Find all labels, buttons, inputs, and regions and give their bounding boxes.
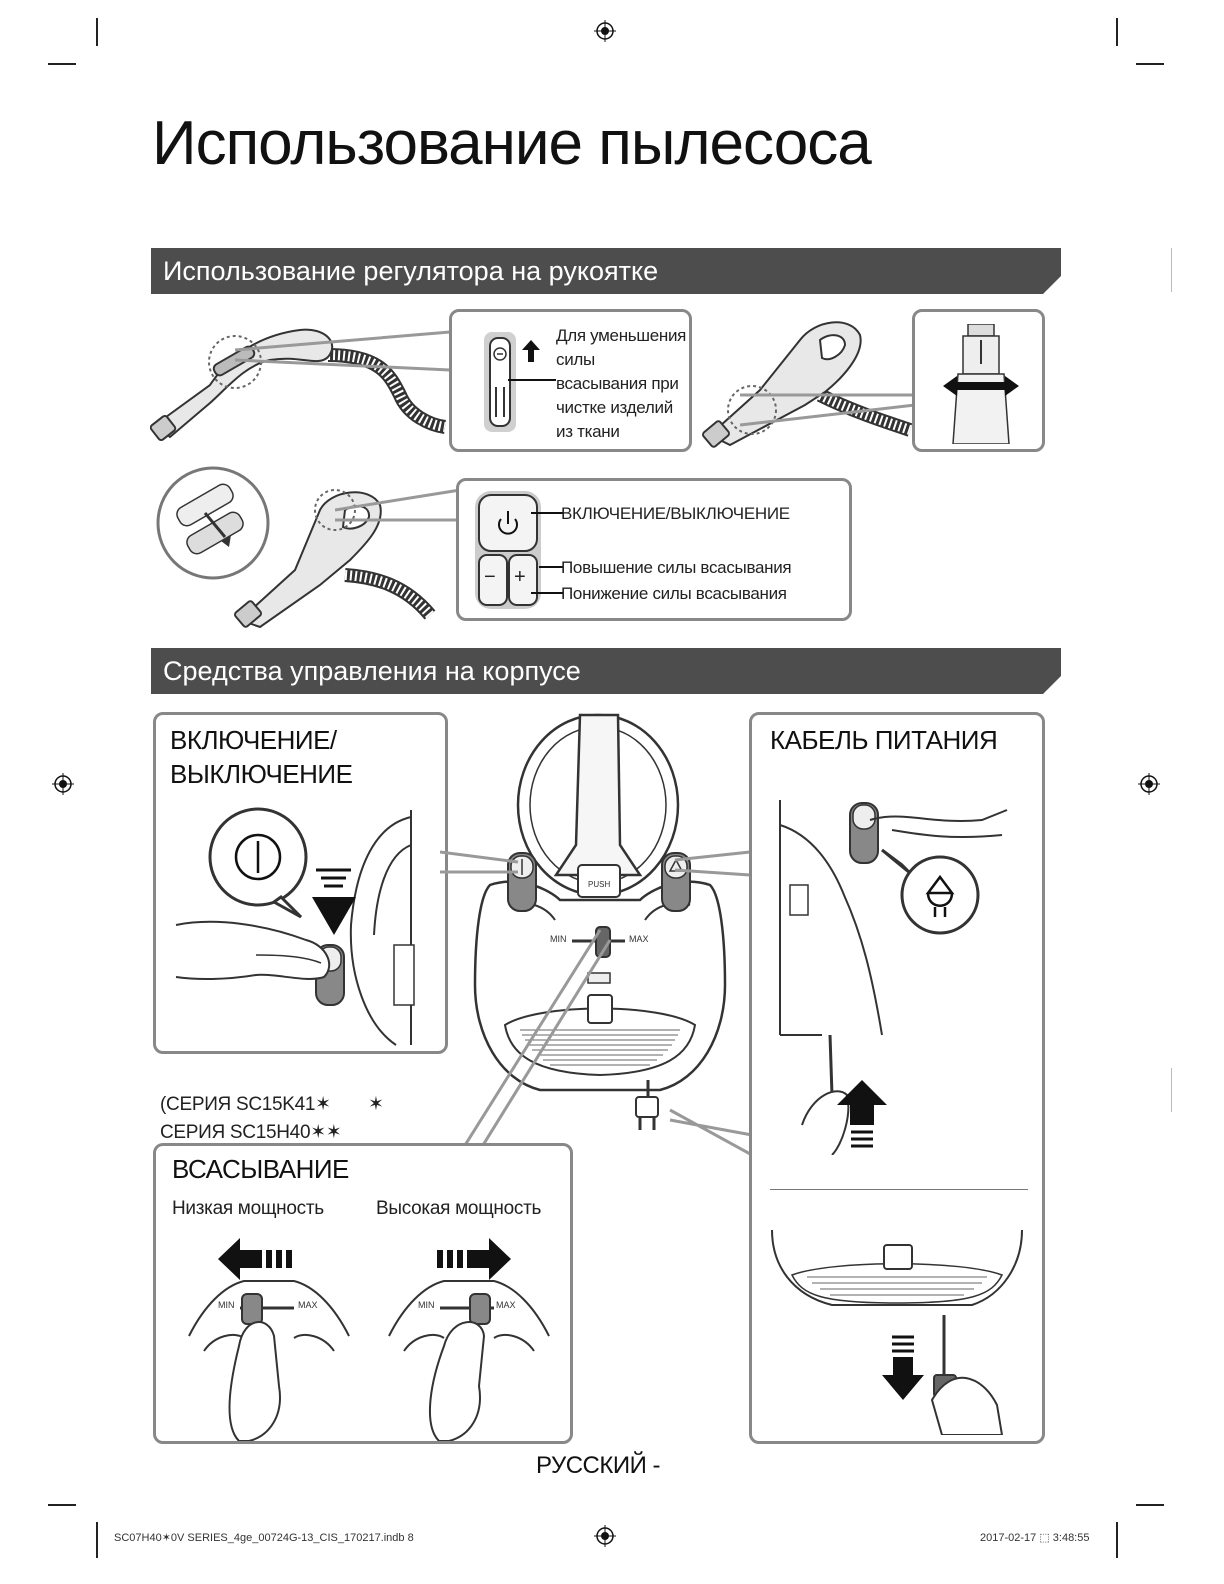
max-label-low: MAX: [298, 1300, 318, 1310]
power-button-label: ВКЛЮЧЕНИЕ/ВЫКЛЮЧЕНИЕ: [561, 504, 790, 523]
pointer-lines: [519, 511, 564, 601]
crop-mark: [48, 63, 76, 65]
suction-low-illustration: [184, 1276, 354, 1441]
crop-mark: [1136, 1504, 1164, 1506]
crop-mark: [1136, 63, 1164, 65]
plus-button-symbol: +: [514, 566, 526, 588]
power-on-off-illustration: [156, 805, 448, 1054]
page-language: РУССКИЙ -: [536, 1452, 661, 1479]
divider: [770, 1189, 1028, 1190]
handle-slider-icon: [484, 332, 516, 432]
slider-label-line: чистке изделий: [556, 398, 673, 417]
crop-mark: [1116, 1522, 1118, 1558]
power-cable-box: [749, 712, 1045, 1444]
section-heading-handle: [151, 248, 1061, 294]
print-file-info: SC07H40✶0V SERIES_4ge_00724G-13_CIS_170217.indb 8: [114, 1532, 414, 1544]
slider-label-line: из ткани: [556, 422, 620, 441]
cable-box-title: КАБЕЛЬ ПИТАНИЯ: [770, 725, 998, 755]
increase-label: Повышение силы всасывания: [561, 558, 792, 577]
suction-high-illustration: [384, 1276, 554, 1441]
series-line-1: (СЕРИЯ SC15K41✶: [160, 1094, 331, 1115]
suction-control-box: [153, 1143, 573, 1444]
section-heading-body: [151, 648, 1061, 694]
series-line-2: СЕРИЯ SC15H40✶✶: [160, 1122, 342, 1143]
crop-mark: [96, 1522, 98, 1558]
registration-mark-icon: [1138, 773, 1160, 795]
page-title: Использование пылесоса: [152, 109, 871, 178]
crop-mark: [1171, 1068, 1172, 1112]
crop-mark: [1116, 18, 1118, 46]
power-control-box: [153, 712, 448, 1054]
print-timestamp: 2017-02-17 ⬚ 3:48:55: [980, 1532, 1090, 1544]
min-label-low: MIN: [218, 1300, 235, 1310]
crop-mark: [96, 18, 98, 46]
arrow-right-icon: [431, 1238, 511, 1280]
section-heading-handle-text: Использование регулятора на рукоятке: [163, 256, 659, 286]
callout-line: [235, 330, 455, 380]
max-label-high: MAX: [496, 1300, 516, 1310]
arrow-left-icon: [218, 1238, 298, 1280]
pointer-line: [508, 378, 556, 382]
slider-label-line: Для уменьшения: [556, 326, 687, 345]
cable-unplug-illustration: [752, 1225, 1042, 1435]
suction-title: ВСАСЫВАНИЕ: [172, 1154, 349, 1184]
section-heading-body-text: Средства управления на корпусе: [163, 656, 581, 686]
nozzle-detail-illustration: [943, 324, 1019, 444]
body-min-label: MIN: [550, 934, 567, 944]
registration-mark-icon: [594, 1525, 616, 1547]
body-max-label: MAX: [629, 934, 649, 944]
minus-button-symbol: −: [484, 566, 496, 588]
slider-label-line: силы: [556, 350, 595, 369]
crop-mark: [1171, 248, 1172, 292]
callout-line: [740, 390, 920, 430]
decrease-label: Понижение силы всасывания: [561, 584, 787, 603]
low-power-label: Низкая мощность: [172, 1198, 324, 1219]
handle-buttons-detail-box: [456, 478, 852, 621]
registration-mark-icon: [594, 20, 616, 42]
slider-label-line: всасывания при: [556, 374, 679, 393]
handle-slider-detail-box: [449, 309, 692, 452]
callout-lines: [440, 820, 770, 1170]
registration-mark-icon: [52, 773, 74, 795]
arrow-up-icon: [522, 340, 540, 362]
callout-line: [335, 485, 465, 525]
crop-mark: [48, 1504, 76, 1506]
high-power-label: Высокая мощность: [376, 1198, 542, 1219]
power-box-title-line: ВЫКЛЮЧЕНИЕ: [170, 759, 353, 789]
power-box-title-line: ВКЛЮЧЕНИЕ/: [170, 725, 337, 755]
min-label-high: MIN: [418, 1300, 435, 1310]
cable-retract-illustration: [752, 795, 1042, 1155]
nozzle-detail-box: [912, 309, 1045, 452]
series-extra-star: ✶: [368, 1094, 384, 1115]
body-push-label: PUSH: [588, 880, 611, 889]
